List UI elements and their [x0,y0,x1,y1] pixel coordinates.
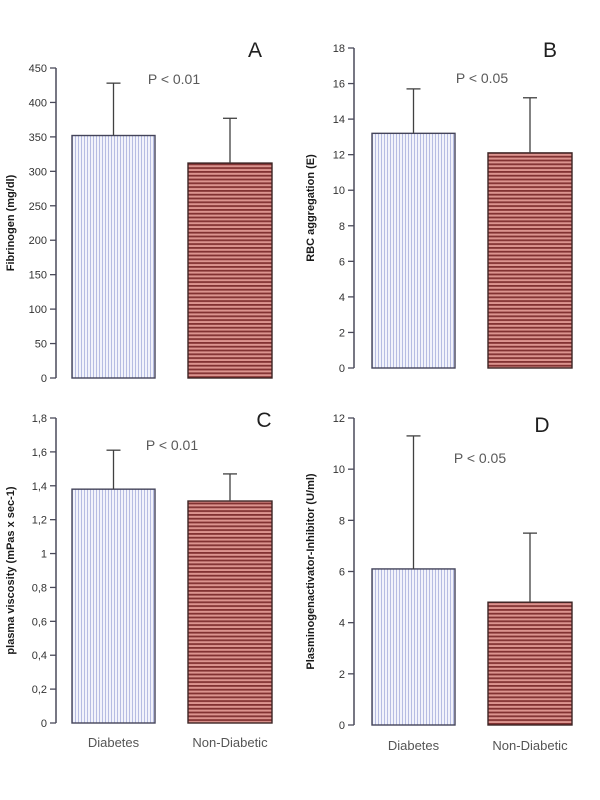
panel-letter: B [542,39,558,62]
y-tick-label: 6 [338,256,345,269]
y-tick-label: 350 [28,131,47,144]
panel-letter: A [247,39,263,62]
y-tick-label: 0 [40,718,47,730]
y-tick-label: 1,8 [31,413,47,425]
y-tick-label: 10 [332,464,345,477]
y-tick-label: 1,2 [31,514,47,527]
y-tick-label: 0,8 [31,582,47,595]
y-tick-label: 8 [338,515,345,528]
y-tick-label: 0,6 [31,616,47,629]
y-tick-label: 2 [338,327,345,340]
bar-diabetes [72,489,155,723]
y-tick-label: 0,2 [31,684,47,697]
y-tick-label: 6 [338,566,345,579]
p-value-label: P < 0.01 [145,437,199,453]
p-value-label: P < 0.01 [147,71,201,87]
y-axis-label: Fibrinogen (mg/dl) [5,174,17,272]
y-axis-label: RBC aggregation (E) [305,154,317,262]
y-axis-label: plasma viscosity (mPas x sec-1) [5,486,17,655]
category-label-non-diabetic: Non-Diabetic [192,735,268,750]
y-tick-label: 1 [40,548,47,561]
y-tick-label: 12 [332,149,345,162]
chart-a [0,0,300,400]
chart-d [300,400,600,800]
y-tick-label: 400 [28,97,47,110]
bar-diabetes [372,569,455,725]
y-tick-label: 0 [40,373,47,385]
y-tick-label: 250 [28,200,47,213]
y-tick-label: 8 [338,220,345,233]
bar-diabetes [372,133,455,368]
panel-b [300,0,600,400]
p-value-label: P < 0.05 [455,70,509,86]
y-tick-label: 0 [338,363,345,375]
bar-diabetes [72,136,155,378]
category-label-non-diabetic: Non-Diabetic [492,738,568,753]
y-tick-label: 2 [338,668,345,681]
y-tick-label: 450 [28,63,47,75]
bar-non-diabetic [188,501,272,723]
y-tick-label: 18 [332,43,345,55]
y-tick-label: 1,4 [31,480,47,493]
y-tick-label: 150 [28,269,47,282]
y-tick-label: 0 [338,720,345,732]
panel-letter: D [534,414,550,437]
y-tick-label: 10 [332,185,345,198]
y-tick-label: 4 [338,617,345,630]
panel-a [0,0,300,400]
y-tick-label: 16 [332,78,345,91]
y-tick-label: 300 [28,166,47,179]
panel-d [300,400,600,800]
panel-c [0,400,300,800]
category-label-diabetes: Diabetes [387,738,440,753]
y-axis-label: Plasminogenactivator-Inhibitor (U/ml) [305,473,317,670]
panel-letter: C [256,409,272,432]
bar-non-diabetic [488,153,572,368]
y-tick-label: 100 [28,304,47,317]
bar-non-diabetic [488,602,572,725]
y-tick-label: 14 [332,114,345,127]
y-tick-label: 12 [332,413,345,425]
y-tick-label: 0,4 [31,650,47,663]
y-tick-label: 1,6 [31,446,47,459]
y-tick-label: 50 [34,338,47,351]
y-tick-label: 200 [28,235,47,248]
category-label-diabetes: Diabetes [87,735,140,750]
y-tick-label: 4 [338,291,345,304]
bar-non-diabetic [188,163,272,378]
p-value-label: P < 0.05 [453,450,507,466]
chart-b [300,0,600,400]
chart-c [0,400,300,800]
